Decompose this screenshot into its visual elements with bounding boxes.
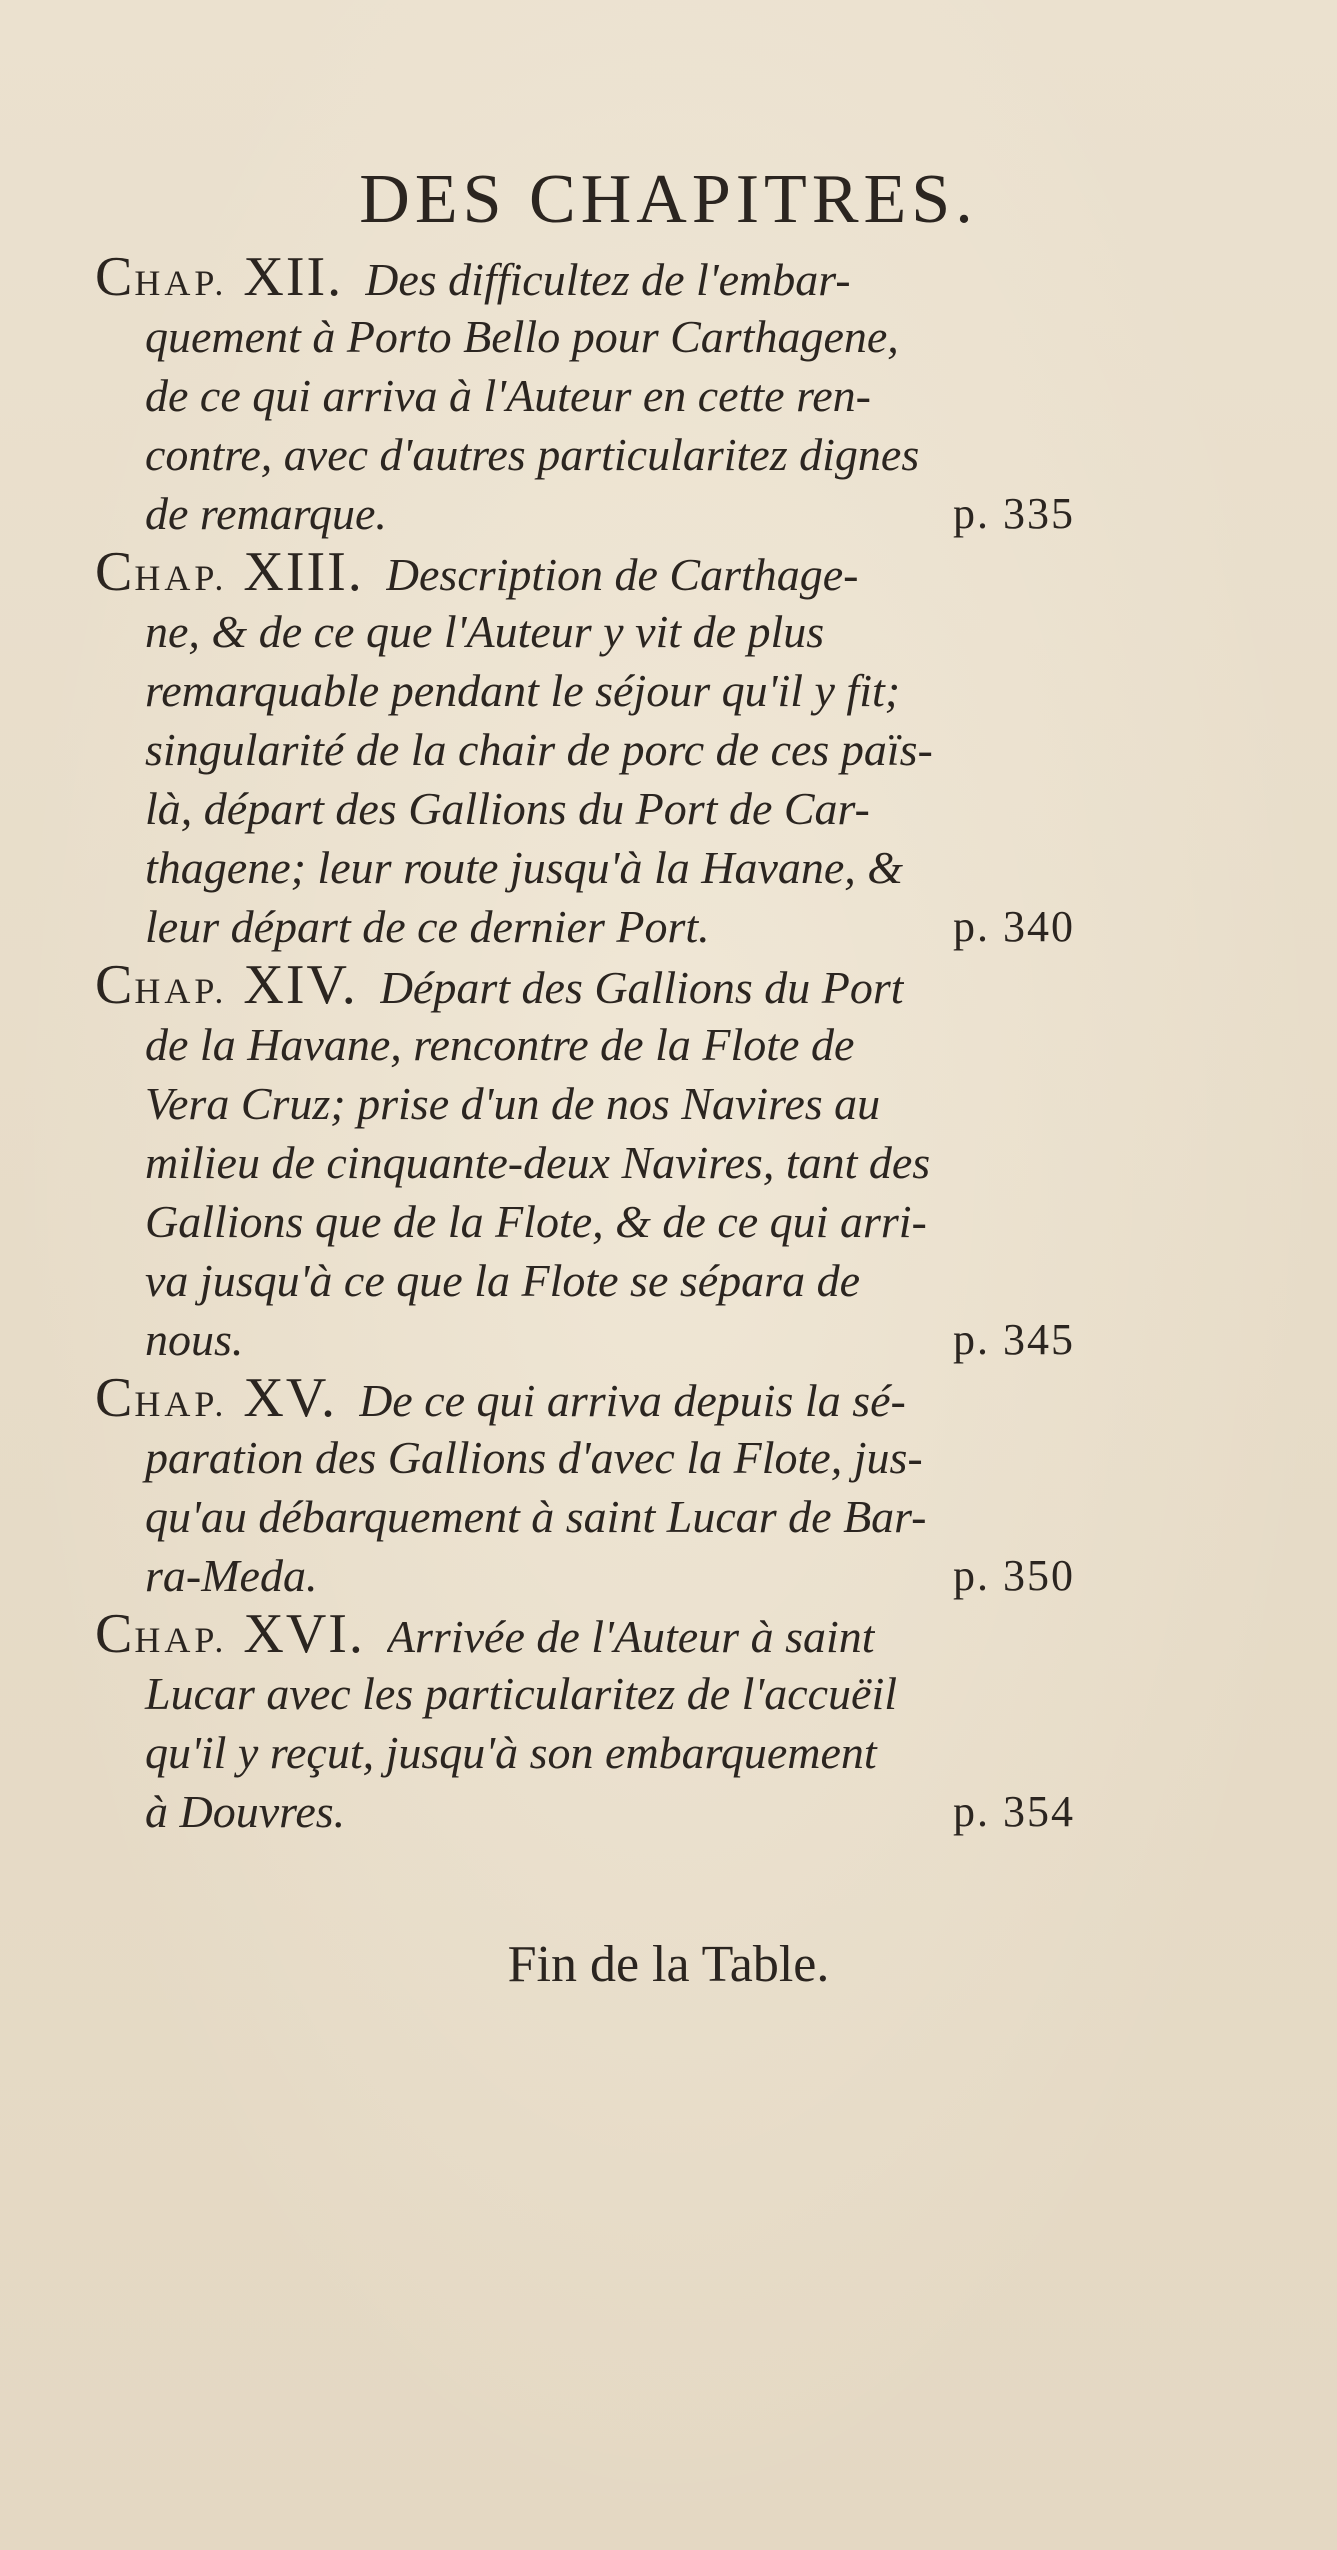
chapter-entry-14 xyxy=(95,956,1075,1369)
chapter-title: Arrivée de l'Auteur à saint xyxy=(386,1611,875,1662)
chapter-entry-15 xyxy=(95,1369,1075,1605)
chapter-text-line: remarquable pendant le séjour qu'il y fit; xyxy=(145,665,901,716)
chapter-text-line: milieu de cinquante-deux Navires, tant des xyxy=(145,1137,931,1188)
chapter-text-line: Gallions que de la Flote, & de ce qui arri- xyxy=(145,1196,927,1247)
chapter-label: CHAP. XV. xyxy=(95,1369,338,1428)
page-heading: DES CHAPITRES. xyxy=(359,161,978,238)
chapter-text-line: Lucar avec les particularitez de l'accuëil xyxy=(145,1668,898,1719)
end-of-table: Fin de la Table. xyxy=(507,1936,830,1993)
chapter-text-line: paration des Gallions d'avec la Flote, jus- xyxy=(145,1432,923,1483)
chapter-title: Des difficultez de l'embar- xyxy=(365,254,851,305)
chapter-text-line: quement à Porto Bello pour Carthagene, xyxy=(145,311,899,362)
chapter-label: CHAP. XIII. xyxy=(95,543,364,602)
chapter-text-line: qu'il y reçut, jusqu'à son embarquement xyxy=(145,1727,877,1778)
chapter-text-line: de ce qui arriva à l'Auteur en cette ren- xyxy=(145,370,872,421)
chapter-text-line: Vera Cruz; prise d'un de nos Navires au xyxy=(145,1078,881,1129)
chapter-text-line: va jusqu'à ce que la Flote se sépara de xyxy=(145,1255,860,1306)
page-reference: p. 340 xyxy=(953,902,1075,951)
chapter-label: CHAP. XVI. xyxy=(95,1605,365,1664)
chapter-text-line: qu'au débarquement à saint Lucar de Bar- xyxy=(145,1491,927,1542)
chapter-text-line: de la Havane, rencontre de la Flote de xyxy=(145,1019,855,1070)
page-reference: p. 345 xyxy=(953,1315,1075,1364)
chapter-label: CHAP. XIV. xyxy=(95,956,358,1015)
chapter-text-line: là, départ des Gallions du Port de Car- xyxy=(145,783,870,834)
chapter-text-line: à Douvres. xyxy=(145,1786,346,1837)
chapter-title: Départ des Gallions du Port xyxy=(379,962,904,1013)
chapter-text-line: nous. xyxy=(145,1314,244,1365)
chapter-entry-16 xyxy=(95,1605,1075,1841)
page-reference: p. 350 xyxy=(953,1551,1075,1600)
page-reference: p. 335 xyxy=(953,489,1075,538)
chapter-text-line: ne, & de ce que l'Auteur y vit de plus xyxy=(145,606,825,657)
chapter-title: Description de Carthage- xyxy=(385,549,859,600)
chapter-text-line: contre, avec d'autres particularitez dignes xyxy=(145,429,920,480)
chapter-text-line: thagene; leur route jusqu'à la Havane, & xyxy=(145,842,904,893)
table-of-contents xyxy=(95,248,1075,1841)
chapter-text-line: leur départ de ce dernier Port. xyxy=(145,901,710,952)
chapter-text-line: de remarque. xyxy=(145,488,387,539)
chapter-label: CHAP. XII. xyxy=(95,248,344,307)
chapter-text-line: ra-Meda. xyxy=(145,1550,318,1601)
chapter-entry-13 xyxy=(95,543,1075,956)
chapter-title: De ce qui arriva depuis la sé- xyxy=(359,1375,906,1426)
chapter-entry-12 xyxy=(95,248,1075,543)
page-reference: p. 354 xyxy=(953,1787,1075,1836)
chapter-text-line: singularité de la chair de porc de ces païs- xyxy=(145,724,933,775)
